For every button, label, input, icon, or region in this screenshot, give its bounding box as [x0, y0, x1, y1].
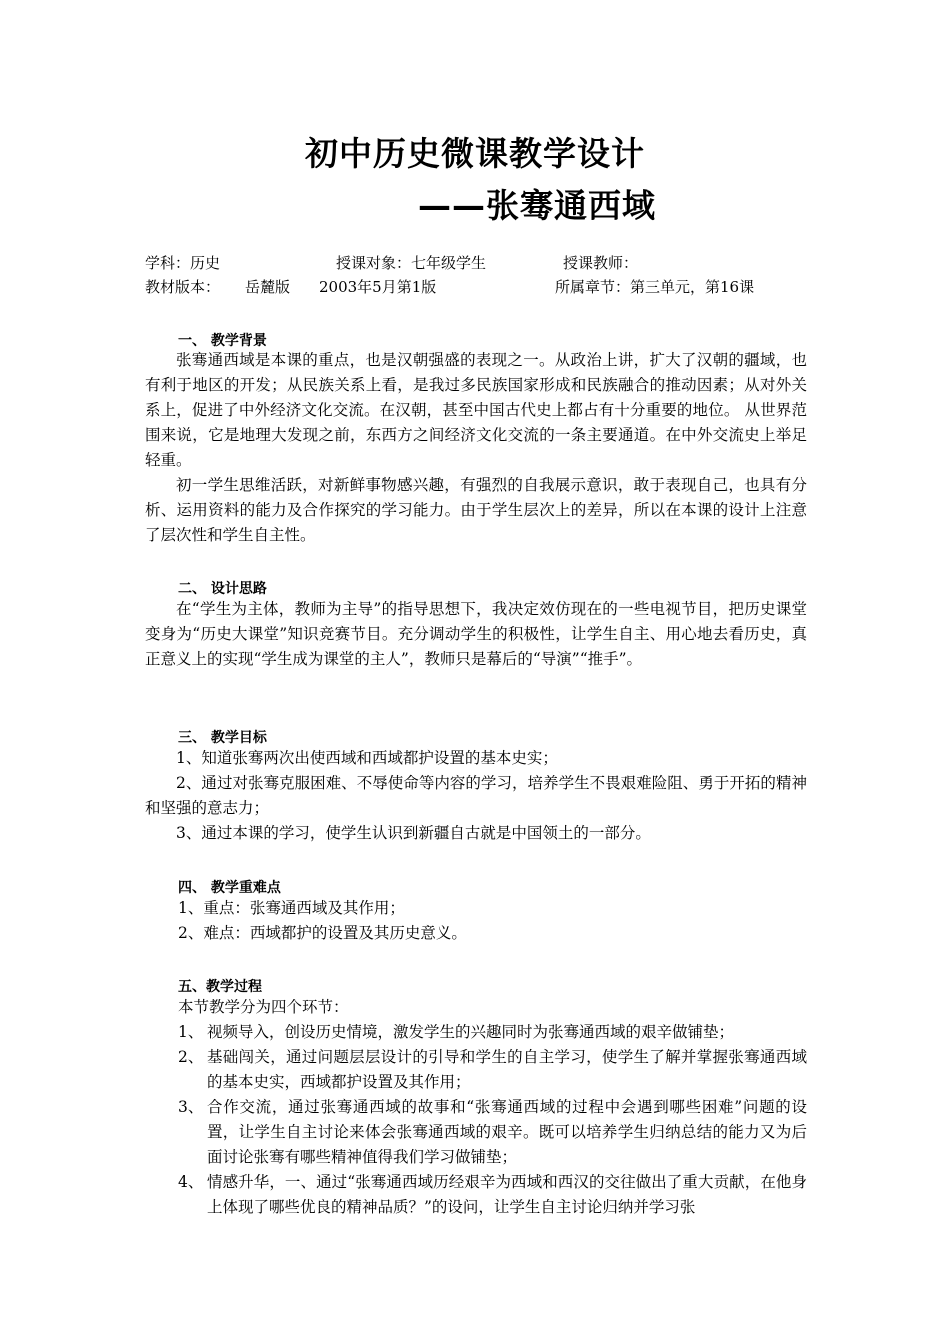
process-intro: 本节教学分为四个环节：	[178, 998, 349, 1016]
section-heading-design: 二、 设计思路	[178, 581, 267, 597]
meta-edition-date: 2003年5月第1版	[319, 278, 437, 296]
document-subtitle: ——张骞通西域	[418, 186, 656, 225]
list-item-number: 1、	[178, 1023, 204, 1041]
list-item-text: 情感升华，一、通过“张骞通西域历经艰辛为西域和西汉的交往做出了重大贡献，在他身上体现了哪些优良的精神品质？”的设问，让学生自主讨论归纳并学习张	[207, 1173, 807, 1216]
section-heading-process: 五、教学过程	[178, 979, 262, 995]
meta-teacher: 授课教师：	[563, 254, 639, 272]
goal-item-2: 2、通过对张骞克服困难、不辱使命等内容的学习，培养学生不畏艰难险阻、勇于开拓的精神和坚强的意志力；	[145, 774, 807, 817]
document-title: 初中历史微课教学设计	[305, 134, 645, 173]
keypoint-line-2: 2、难点：西域都护的设置及其历史意义。	[178, 924, 467, 942]
meta-chapter: 所属章节：第三单元，第16课	[555, 278, 755, 296]
section-heading-background: 一、 教学背景	[178, 333, 267, 349]
list-item	[145, 1045, 807, 1095]
list-item-text: 基础闯关，通过问题层层设计的引导和学生的自主学习，使学生了解并掌握张骞通西域的基本史实，西域都护设置及其作用；	[207, 1048, 807, 1091]
list-item-number: 3、	[178, 1098, 204, 1116]
list-item-number: 4、	[178, 1173, 204, 1191]
paragraph-design: 在“学生为主体，教师为主导”的指导思想下，我决定效仿现在的一些电视节目，把历史课堂变身为“历史大课堂”知识竞赛节目。充分调动学生的积极性，让学生自主、用心地去看历史，真正意义上的实现“学生成为课堂的主人”，教师只是幕后的“导演”“推手”。	[145, 600, 807, 668]
list-item	[145, 1020, 807, 1045]
list-item	[145, 1170, 807, 1220]
meta-edition-value: 岳麓版	[245, 278, 291, 296]
meta-subject: 学科：历史	[145, 254, 221, 272]
list-item-text: 视频导入，创设历史情境，激发学生的兴趣同时为张骞通西域的艰辛做铺垫；	[207, 1023, 735, 1041]
section-heading-keypoints: 四、 教学重难点	[178, 880, 281, 896]
keypoint-line-1: 1、重点：张骞通西域及其作用；	[178, 899, 405, 917]
meta-edition-label: 教材版本：	[145, 278, 221, 296]
section-heading-goals: 三、 教学目标	[178, 730, 267, 746]
goal-item-3: 3、通过本课的学习，使学生认识到新疆自古就是中国领土的一部分。	[176, 824, 651, 842]
list-item-text: 合作交流，通过张骞通西域的故事和“张骞通西域的过程中会遇到哪些困难”问题的设置，让学生自主讨论来体会张骞通西域的艰辛。既可以培养学生归纳总结的能力又为后面讨论张骞有哪些精神值得我们学习做铺垫；	[207, 1098, 807, 1166]
list-item-number: 2、	[178, 1048, 204, 1066]
meta-audience: 授课对象：七年级学生	[336, 254, 487, 272]
paragraph-background-1: 张骞通西域是本课的重点，也是汉朝强盛的表现之一。从政治上讲，扩大了汉朝的疆域，也有利于地区的开发；从民族关系上看，是我过多民族国家形成和民族融合的推动因素；从对外关系上，促进了中外经济文化交流。在汉朝，甚至中国古代史上都占有十分重要的地位。 从世界范围来说，它是地理大发现之前，东西方之间经济文化交流的一条主要通道。在中外交流史上举足轻重。	[145, 351, 807, 469]
goal-item-1: 1、知道张骞两次出使西域和西域都护设置的基本史实；	[176, 749, 558, 767]
paragraph-background-2: 初一学生思维活跃，对新鲜事物感兴趣，有强烈的自我展示意识，敢于表现自己，也具有分析、运用资料的能力及合作探究的学习能力。由于学生层次上的差异，所以在本课的设计上注意了层次性和学生自主性。	[145, 476, 807, 544]
list-item	[145, 1095, 807, 1170]
